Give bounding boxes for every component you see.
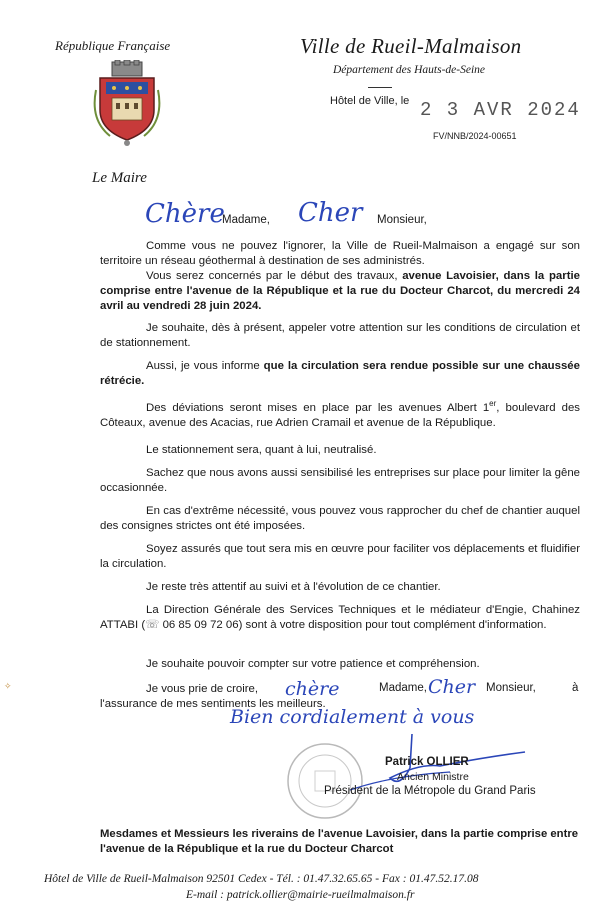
paragraph-6-text: Le stationnement sera, quant à lui, neutralisé. [146,444,377,456]
date-stamp: 2 3 AVR 2024 [420,99,581,121]
paragraph-2-bold: avenue Lavoisier, dans la partie comprise entre l'avenue de la République et la rue du Docteur Charcot, du mercredi 24 avril au vendredi 28 juin 2024. [100,270,580,312]
paragraph-3-text: Je souhaite, dès à présent, appeler votre attention sur les conditions de circulation et de stationnement. [100,322,580,349]
paragraph-11 [100,603,580,633]
closing-madame: Madame, [379,682,427,694]
margin-mark: ✧ [4,681,12,691]
le-maire-heading: Le Maire [92,170,147,186]
divider [368,87,392,88]
paragraph-5-text: Des déviations seront mises en place par les avenues Albert 1 [146,402,490,414]
handwritten-closing-1: chère [285,678,340,700]
salutation-madame: Madame, [222,214,270,226]
paragraph-13-text-2: l'assurance de mes sentiments les meilleurs. [100,698,326,710]
salutation-monsieur: Monsieur, [377,214,427,226]
paragraph-2 [100,269,580,314]
date-label: Hôtel de Ville, le [330,95,410,107]
handwritten-note: Bien cordialement à vous [230,706,475,728]
signatory-name: Patrick OLLIER [385,756,469,768]
paragraph-3 [100,321,580,351]
paragraph-12-text: Je souhaite pouvoir compter sur votre patience et compréhension. [146,658,480,670]
phone-number: 06 85 09 72 06 [162,619,239,631]
paragraph-8 [100,504,580,534]
paragraph-9-text: Soyez assurés que tout sera mis en œuvre pour faciliter vos déplacements et fluidifier la circulation. [100,543,580,570]
paragraph-10 [100,580,580,595]
paragraph-10-text: Je reste très attentif au suivi et à l'évolution de ce chantier. [146,581,441,593]
handwritten-salutation-1: Chère [145,199,225,229]
paragraph-5-sup: er [489,399,497,409]
paragraph-4-text: Aussi, je vous informe [146,360,264,372]
paragraph-4 [100,359,580,389]
paragraph-5 [100,401,580,431]
paragraph-9 [100,542,580,572]
coat-of-arms-icon [90,60,164,148]
paragraph-8-text: En cas d'extrême nécessité, vous pouvez vous rapprocher du chef de chantier auquel des consignes strictes ont été imposées. [100,505,580,532]
closing-monsieur: Monsieur, [486,682,536,694]
recipients-block: Mesdames et Messieurs les riverains de l'avenue Lavoisier, dans la partie comprise entre l'avenue de la République et la rue du Docteur Charcot [100,828,579,855]
handwritten-closing-2: Cher [428,676,476,698]
paragraph-1-text: Comme vous ne pouvez l'ignorer, la Ville de Rueil-Malmaison a engagé sur son territoire un réseau géothermal à destination de ses administrés. [100,240,580,267]
footer-email: E-mail : patrick.ollier@mairie-rueilmalmaison.fr [186,889,415,901]
paragraph-1 [100,239,580,269]
phone-icon: ☏ [145,619,163,631]
republique-francaise-heading: République Française [55,38,171,53]
city-name-heading: Ville de Rueil-Malmaison [300,34,522,58]
department-heading: Département des Hauts-de-Seine [333,64,486,76]
signatory-title-2: Président de la Métropole du Grand Paris [324,785,536,797]
paragraph-11-text-2: ) sont à votre disposition pour tout complément d'information. [238,619,547,631]
paragraph-13-text: Je vous prie de croire, [146,683,259,695]
paragraph-4-bold: que la circulation sera rendue possible sur une chaussée rétrécie. [100,360,580,387]
paragraph-7 [100,466,580,496]
paragraph-7-text: Sachez que nous avons aussi sensibilisé les entreprises sur place pour limiter la gêne occasionnée. [100,467,580,494]
footer-address: Hôtel de Ville de Rueil-Malmaison 92501 Cedex - Tél. : 01.47.32.65.65 - Fax : 01.47.52.17.08 [44,873,479,885]
paragraph-6 [100,443,580,458]
signatory-title-1: Ancien Ministre [397,771,469,783]
paragraph-2-text: Vous serez concernés par le début des travaux, [146,270,403,282]
paragraph-11-text: La Direction Générale des Services Techniques et le médiateur d'Engie, Chahinez ATTABI ( [100,604,580,631]
closing-a: à [572,682,579,694]
reference-number: FV/NNB/2024-00651 [433,131,517,141]
paragraph-12 [100,657,580,672]
handwritten-salutation-2: Cher [298,198,363,228]
paragraph-5-text-2: , boulevard des Côteaux, avenue des Acacias, rue Adrien Cramail et avenue de la République. [100,402,580,429]
